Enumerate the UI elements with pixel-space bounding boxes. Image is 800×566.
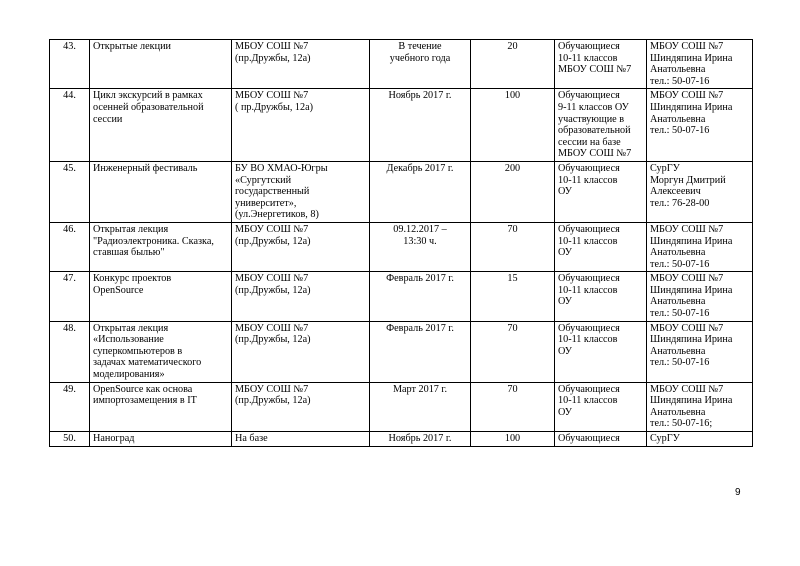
event-name-cell: Цикл экскурсий в рамках осенней образовательной сессии [90,89,232,162]
participants-cell: Обучающиеся 10-11 классов ОУ [555,321,647,382]
events-table-body [50,40,753,447]
responsible-contact-cell: МБОУ СОШ №7 Шиндяпина Ирина Анатольевна тел.: 50-07-16 [647,321,753,382]
event-place-cell: МБОУ СОШ №7 (пр.Дружбы, 12а) [232,222,370,271]
event-name-cell: OpenSource как основа импортозамещения в IT [90,382,232,431]
event-name-cell: Открытые лекции [90,40,232,89]
row-number-cell: 49. [50,382,90,431]
table-row [50,89,753,162]
events-table [49,39,753,447]
responsible-contact-cell: МБОУ СОШ №7 Шиндяпина Ирина Анатольевна тел.: 50-07-16 [647,89,753,162]
event-date-cell: Февраль 2017 г. [370,272,471,321]
event-name-cell: Инженерный фестиваль [90,161,232,222]
event-date-cell: В течение учебного года [370,40,471,89]
event-name-cell: Открытая лекция "Радиоэлектроника. Сказка, ставшая былью" [90,222,232,271]
event-name-cell: Открытая лекция «Использование суперкомпьютеров в задачах математического моделирования» [90,321,232,382]
participant-count-cell: 100 [471,89,555,162]
event-place-cell: МБОУ СОШ №7 (пр.Дружбы, 12а) [232,272,370,321]
responsible-contact-cell: МБОУ СОШ №7 Шиндяпина Ирина Анатольевна тел.: 50-07-16; [647,382,753,431]
event-name-cell: Наноград [90,432,232,447]
event-place-cell: МБОУ СОШ №7 (пр.Дружбы, 12а) [232,321,370,382]
participant-count-cell: 70 [471,382,555,431]
responsible-contact-cell: МБОУ СОШ №7 Шиндяпина Ирина Анатольевна тел.: 50-07-16 [647,272,753,321]
event-place-cell: БУ ВО ХМАО-Югры «Сургутский государственный университет», (ул.Энергетиков, 8) [232,161,370,222]
event-place-cell: МБОУ СОШ №7 ( пр.Дружбы, 12а) [232,89,370,162]
participants-cell: Обучающиеся 9-11 классов ОУ участвующие в образовательной сессии на базе МБОУ СОШ №7 [555,89,647,162]
table-row [50,432,753,447]
event-date-cell: Ноябрь 2017 г. [370,432,471,447]
event-place-cell: На базе [232,432,370,447]
row-number-cell: 45. [50,161,90,222]
event-name-cell: Конкурс проектов OpenSource [90,272,232,321]
event-date-cell: Декабрь 2017 г. [370,161,471,222]
event-date-cell: Март 2017 г. [370,382,471,431]
participants-cell: Обучающиеся 10-11 классов МБОУ СОШ №7 [555,40,647,89]
table-row [50,321,753,382]
event-date-cell: Февраль 2017 г. [370,321,471,382]
participants-cell: Обучающиеся 10-11 классов ОУ [555,161,647,222]
event-place-cell: МБОУ СОШ №7 (пр.Дружбы, 12а) [232,382,370,431]
responsible-contact-cell: СурГУ [647,432,753,447]
event-date-cell: Ноябрь 2017 г. [370,89,471,162]
participant-count-cell: 70 [471,222,555,271]
row-number-cell: 43. [50,40,90,89]
participants-cell: Обучающиеся [555,432,647,447]
table-row [50,222,753,271]
table-row [50,272,753,321]
table-row [50,40,753,89]
participants-cell: Обучающиеся 10-11 классов ОУ [555,222,647,271]
page-number: 9 [735,487,741,498]
row-number-cell: 50. [50,432,90,447]
participant-count-cell: 100 [471,432,555,447]
responsible-contact-cell: СурГУ Моргун Дмитрий Алексеевич тел.: 76-28-00 [647,161,753,222]
participant-count-cell: 200 [471,161,555,222]
table-row [50,382,753,431]
participants-cell: Обучающиеся 10-11 классов ОУ [555,382,647,431]
row-number-cell: 46. [50,222,90,271]
event-place-cell: МБОУ СОШ №7 (пр.Дружбы, 12а) [232,40,370,89]
responsible-contact-cell: МБОУ СОШ №7 Шиндяпина Ирина Анатольевна тел.: 50-07-16 [647,222,753,271]
row-number-cell: 48. [50,321,90,382]
participant-count-cell: 15 [471,272,555,321]
row-number-cell: 44. [50,89,90,162]
table-row [50,161,753,222]
responsible-contact-cell: МБОУ СОШ №7 Шиндяпина Ирина Анатольевна тел.: 50-07-16 [647,40,753,89]
event-date-cell: 09.12.2017 – 13:30 ч. [370,222,471,271]
participant-count-cell: 70 [471,321,555,382]
participant-count-cell: 20 [471,40,555,89]
participants-cell: Обучающиеся 10-11 классов ОУ [555,272,647,321]
row-number-cell: 47. [50,272,90,321]
